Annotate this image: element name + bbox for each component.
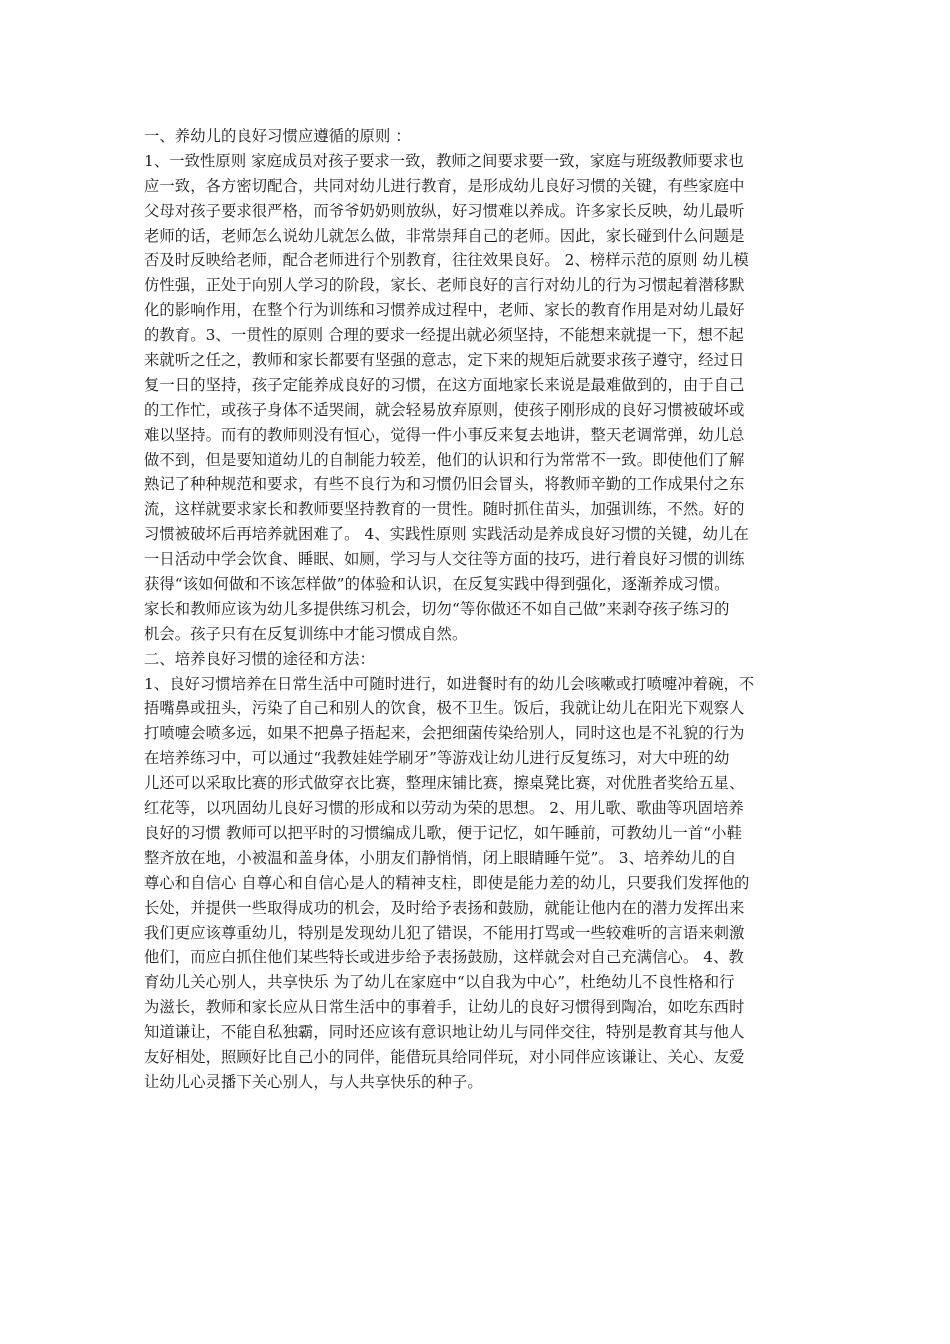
text-line: 红花等，以巩固幼儿良好习惯的形成和以劳动为荣的思想。 2、用儿歌、歌曲等巩固培养 [144, 799, 744, 818]
text-line: 让幼儿心灵播下关心别人，与人共享快乐的种子。 [144, 1072, 483, 1091]
text-line: 来就听之任之，教师和家长都要有坚强的意志，定下来的规矩后就要求孩子遵守，经过日 [144, 351, 745, 370]
text-line: 育幼儿关心别人，共享快乐 为了幼儿在家庭中“以自我为中心”，杜绝幼儿不良性格和行 [144, 973, 735, 992]
text-line: 一、养幼儿的良好习惯应遵循的原则 ： [144, 127, 411, 145]
text-line: 做不到，但是要知道幼儿的自制能力较差，他们的认识和行为常常不一致。即使他们了解 [144, 450, 745, 469]
text-line: 在培养练习中，可以通过“我教娃娃学刷牙”等游戏让幼儿进行反复练习，对大中班的幼 [144, 749, 730, 768]
text-line: 父母对孩子要求很严格，而爷爷奶奶则放纵，好习惯难以养成。许多家长反映，幼儿最听 [144, 201, 745, 220]
text-line: 的教育。3、一贯性的原则 合理的要求一经提出就必须坚持，不能想来就提一下，想不起 [144, 326, 744, 345]
text-line: 老师的话，老师怎么说幼儿就怎么做，非常崇拜自己的老师。因此，家长碰到什么问题是 [144, 226, 745, 245]
document-body [144, 124, 810, 1095]
text-line: 的工作忙，或孩子身体不适哭闹，就会轻易放弃原则，使孩子刚形成的良好习惯被破坏或 [144, 400, 745, 419]
text-line: 流，这样就要求家长和教师要坚持教育的一贯性。随时抓住苗头，加强训练，不然。好的 [144, 500, 745, 519]
text-line: 二、培养良好习惯的途径和方法： [144, 649, 375, 668]
text-line: 仿性强，正处于向别人学习的阶段，家长、老师良好的言行对幼儿的行为习惯起着潜移默 [144, 276, 745, 295]
text-line: 复一日的坚持，孩子定能养成良好的习惯，在这方面地家长来说是最难做到的，由于自己 [144, 375, 745, 394]
text-line: 捂嘴鼻或扭头，污染了自己和别人的饮食，极不卫生。饭后，我就让幼儿在阳光下观察人 [144, 699, 745, 718]
text-line: 机会。孩子只有在反复训练中才能习惯成自然。 [144, 624, 468, 643]
text-line: 化的影响作用，在整个行为训练和习惯养成过程中，老师、家长的教育作用是对幼儿最好 [144, 301, 745, 320]
text-line: 1、一致性原则 家庭成员对孩子要求一致，教师之间要求要一致，家庭与班级教师要求也 [144, 151, 744, 170]
text-line: 为滋长，教师和家长应从日常生活中的事着手，让幼儿的良好习惯得到陶冶，如吃东西时 [144, 998, 745, 1017]
text-line: 知道谦让，不能自私独霸，同时还应该有意识地让幼儿与同伴交往，特别是教育其与他人 [144, 1023, 745, 1042]
text-line: 良好的习惯 教师可以把平时的习惯编成儿歌，便于记忆，如午睡前，可教幼儿一首“小鞋 [144, 823, 742, 842]
text-line: 长处，并提供一些取得成功的机会，及时给予表扬和鼓励，就能让他内在的潜力发挥出来 [144, 898, 745, 917]
text-line: 1、良好习惯培养在日常生活中可随时进行，如进餐时有的幼儿会咳嗽或打喷嚏冲着碗，不 [144, 674, 755, 693]
text-line: 难以坚持。而有的教师则没有恒心，觉得一件小事反来复去地讲，整天老调常弹，幼儿总 [144, 425, 745, 444]
text-line: 熟记了种种规范和要求，有些不良行为和习惯仍旧会冒头，将教师辛勤的工作成果付之东 [144, 475, 745, 494]
text-line: 我们更应该尊重幼儿，特别是发现幼儿犯了错误，不能用打骂或一些较难听的言语来刺激 [144, 923, 745, 942]
text-line: 整齐放在地，小被温和盖身体，小朋友们静悄悄，闭上眼睛睡午觉”。 3、培养幼儿的自 [144, 848, 737, 867]
text-line: 友好相处，照顾好比自己小的同伴，能借玩具给同伴玩，对小同伴应该谦让、关心、友爱 [144, 1047, 745, 1066]
text-line: 否及时反映给老师，配合老师进行个别教育，往往效果良好。 2、榜样示范的原则 幼儿模 [144, 251, 749, 270]
text-line: 应一致，各方密切配合，共同对幼儿进行教育，是形成幼儿良好习惯的关键，有些家庭中 [144, 176, 745, 195]
text-line: 一日活动中学会饮食、睡眠、如厕，学习与人交往等方面的技巧，进行着良好习惯的训练 [144, 550, 745, 569]
text-line: 尊心和自信心 自尊心和自信心是人的精神支柱，即使是能力差的幼儿，只要我们发挥他的 [144, 873, 750, 892]
text-line: 习惯被破坏后再培养就困难了。 4、实践性原则 实践活动是养成良好习惯的关键，幼儿在 [144, 525, 749, 544]
text-line: 儿还可以采取比赛的形式做穿衣比赛，整理床铺比赛，擦桌凳比赛，对优胜者奖给五星、 [144, 774, 745, 793]
text-line: 获得“该如何做和不该怎样做”的体验和认识，在反复实践中得到强化，逐渐养成习惯。 [144, 575, 730, 594]
text-line: 打喷嚏会喷多远，如果不把鼻子捂起来，会把细菌传染给别人，同时这也是不礼貌的行为 [144, 724, 745, 743]
text-line: 家长和教师应该为幼儿多提供练习机会，切勿“等你做还不如自己做”来剥夺孩子练习的 [144, 599, 730, 618]
text-line: 他们，而应白抓住他们某些特长或进步给予表扬鼓励，这样就会对自己充满信心。 4、教 [144, 948, 744, 967]
